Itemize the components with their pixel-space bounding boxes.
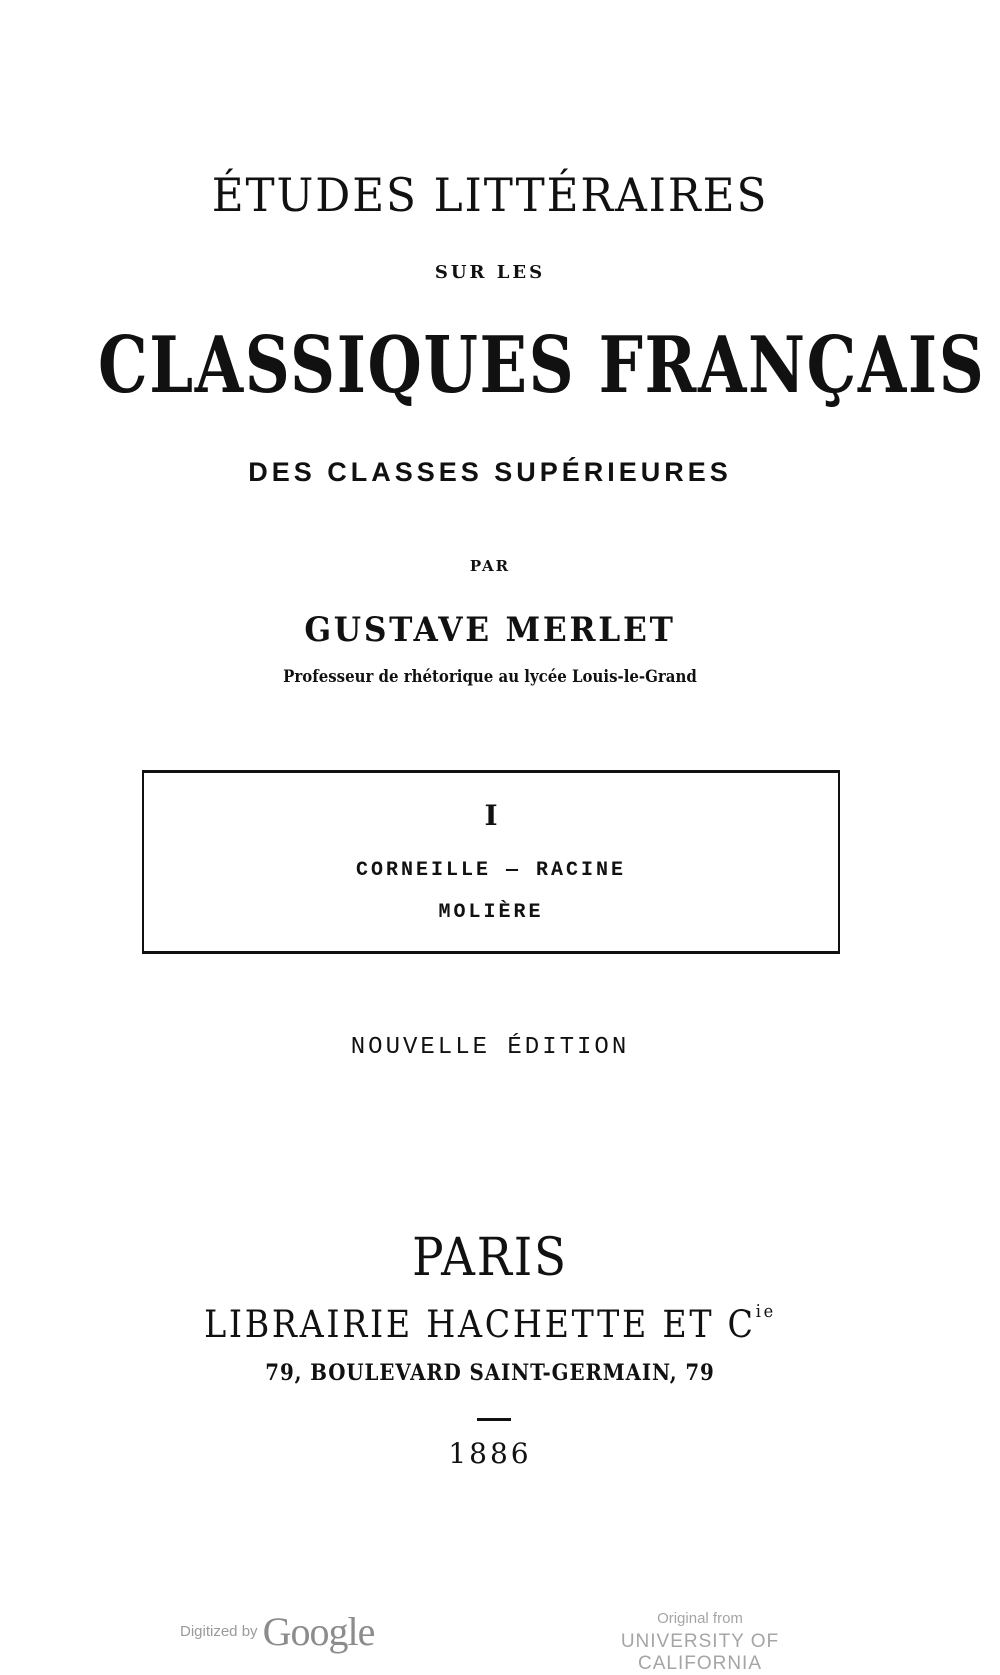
title-line-1: ÉTUDES LITTÉRAIRES <box>211 168 769 222</box>
imprint-city: PARIS <box>412 1228 568 1288</box>
google-logo: Google <box>262 1609 375 1654</box>
edition-label: NOUVELLE ÉDITION <box>350 1034 630 1061</box>
title-line-3: CLASSIQUES FRANÇAIS <box>98 320 986 411</box>
digitized-by-label: Digitized by <box>180 1623 258 1640</box>
by-label: PAR <box>469 557 511 575</box>
original-from-label: Original from <box>657 1610 743 1627</box>
volume-number: I <box>484 799 498 832</box>
imprint-publisher <box>49 1303 931 1346</box>
author-name: GUSTAVE MERLET <box>304 610 676 650</box>
publisher-name: LIBRAIRIE HACHETTE ET C <box>204 1303 756 1346</box>
publisher-superscript: ie <box>755 1301 776 1322</box>
original-source-name: UNIVERSITY OF CALIFORNIA <box>620 1631 780 1674</box>
volume-box <box>142 770 840 954</box>
original-source-watermark <box>560 1610 840 1675</box>
imprint-address: 79, BOULEVARD SAINT-GERMAIN, 79 <box>265 1360 715 1386</box>
divider-rule <box>477 1418 511 1421</box>
imprint-year: 1886 <box>448 1437 532 1470</box>
author-role: Professeur de rhétorique au lycée Louis-le-Grand <box>283 667 697 687</box>
volume-authors-line-1: CORNEILLE — RACINE <box>355 859 627 882</box>
title-line-4: DES CLASSES SUPÉRIEURES <box>248 457 732 487</box>
volume-authors-line-2: MOLIÈRE <box>438 901 544 924</box>
title-line-2: SUR LES <box>434 262 546 283</box>
digitized-by-watermark <box>180 1608 374 1658</box>
